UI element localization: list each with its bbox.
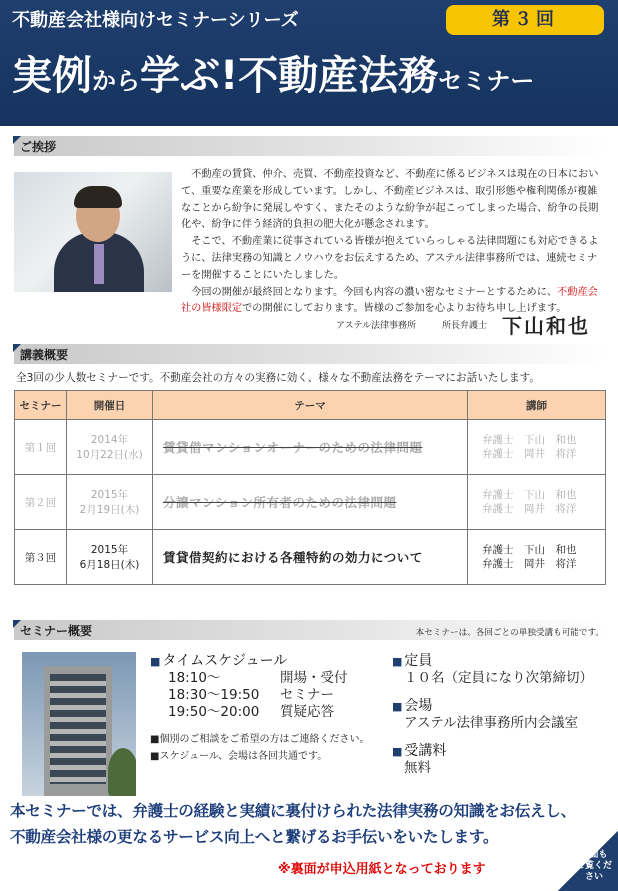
greeting-text xyxy=(181,167,605,318)
greeting-paragraph: 不動産の賃貸、仲介、売買、不動産投資など、不動産に係るビジネスは現在の日本において、重要な産業を形成しています。しかし、不動産ビジネスは、取引形態や権利関係が複雑なことから紛争に発展しやすく、またそのような紛争が起こってしまった場合、紛争の長期化や、紛争に伴う経済的負担の肥大化が懸念されます。 xyxy=(181,169,599,231)
schedule-item: 18:30～19:50 セミナー xyxy=(168,687,334,703)
session-theme: 分譲マンション所有者のための法律問題 xyxy=(153,475,468,530)
column-header: セミナー xyxy=(15,391,67,420)
overview-heading: セミナー概要 xyxy=(20,624,93,638)
office-building-photo xyxy=(22,652,136,796)
capacity-value: １０名（定員になり次第締切） xyxy=(404,670,593,686)
seminar-table xyxy=(14,390,606,585)
outline-section-bar xyxy=(14,344,606,364)
schedule-block xyxy=(150,650,380,763)
highlight-text: 不動産会社の皆様限定 xyxy=(181,286,598,315)
session-lecturers: 弁護士 下山 和也 弁護士 岡井 将洋 xyxy=(468,475,606,530)
session-date: 2014年 10月22日(水) xyxy=(67,420,153,475)
schedule-item: 18:10～ 開場・受付 xyxy=(168,670,348,686)
greeting-heading: ご挨拶 xyxy=(20,140,57,154)
outline-heading: 講義概要 xyxy=(20,348,69,362)
session-number: 第１回 xyxy=(15,420,67,475)
session-date: 2015年 6月18日(木) xyxy=(67,530,153,585)
schedule-heading: ■ タイムスケジュール xyxy=(150,650,380,670)
overview-note-item: ■スケジュール、会場は各回共通です。 xyxy=(150,751,328,762)
title-part: セミナー xyxy=(438,67,535,95)
closing-message: 本セミナーでは、弁護士の経験と実績に裏付けられた法律実務の知識をお伝えし、 不動産会社様の更なるサービス向上へと繋げるお手伝いをいたします。 xyxy=(10,802,576,846)
title-part: 実例 xyxy=(12,53,92,99)
table-row xyxy=(15,475,606,530)
overview-note-item: ■個別のご相談をご希望の方はご連絡ください。 xyxy=(150,734,370,745)
main-title xyxy=(12,44,534,101)
venue-value: アステル法律事務所内会議室 xyxy=(404,715,579,731)
session-theme: 賃貸借契約における各種特約の効力について xyxy=(153,530,468,585)
fee-heading: ■ 受講料 xyxy=(392,740,612,760)
capacity-heading: ■ 定員 xyxy=(392,650,612,670)
title-part: 学ぶ!不動産法務 xyxy=(140,53,439,99)
page-turn-corner xyxy=(558,831,618,891)
lawyer-portrait xyxy=(14,172,172,292)
signature-role: 所長弁護士 xyxy=(442,321,488,331)
table-row xyxy=(15,420,606,475)
overview-note: 本セミナーは、各回ごとの単独受講も可能です。 xyxy=(415,628,604,638)
fee-value: 無料 xyxy=(404,760,431,776)
session-lecturers: 弁護士 下山 和也 弁護士 岡井 将洋 xyxy=(468,420,606,475)
session-number: 第３回 xyxy=(15,530,67,585)
venue-heading: ■ 会場 xyxy=(392,695,612,715)
session-theme: 賃貸借マンションオーナーのための法律問題 xyxy=(153,420,468,475)
greeting-paragraph: そこで、不動産業に従事されている皆様が抱えていらっしゃる法律問題にも対応できるように、法律実務の知識とノウハウをお伝えするため、アステル法律事務所では、連続セミナーを開催することにいたしました。 xyxy=(181,236,599,281)
outline-intro: 全3回の少人数セミナーです。不動産会社の方々の実務に効く、様々な不動産法務をテーマにお話いたします。 xyxy=(16,372,540,384)
table-header xyxy=(15,391,606,420)
reverse-side-note: ※裏面が申込用紙となっております xyxy=(278,862,486,877)
details-block xyxy=(392,650,612,785)
column-header: 開催日 xyxy=(67,391,153,420)
greeting-paragraph: 今回の開催が最終回となります。今回も内容の濃い密なセミナーとするために、不動産会社の皆様限定での開催にしております。皆様のご参加を心よりお待ち申し上げます。 xyxy=(181,286,598,315)
session-number: 第２回 xyxy=(15,475,67,530)
greeting-section-bar xyxy=(14,136,606,156)
header-banner xyxy=(0,0,618,126)
column-header: 講師 xyxy=(468,391,606,420)
title-part: から xyxy=(92,67,140,95)
column-header: テーマ xyxy=(153,391,468,420)
session-date: 2015年 2月19日(木) xyxy=(67,475,153,530)
schedule-item: 19:50～20:00 質疑応答 xyxy=(168,704,334,720)
round-badge: 第３回 xyxy=(446,5,604,35)
signature-org: アステル法律事務所 xyxy=(336,321,417,331)
series-title: 不動産会社様向けセミナーシリーズ xyxy=(12,10,299,31)
corner-text: 裏面も ご覧ください xyxy=(576,850,613,882)
session-lecturers: 弁護士 下山 和也 弁護士 岡井 将洋 xyxy=(468,530,606,585)
table-row xyxy=(15,530,606,585)
signature-name: 下山和也 xyxy=(502,314,590,338)
